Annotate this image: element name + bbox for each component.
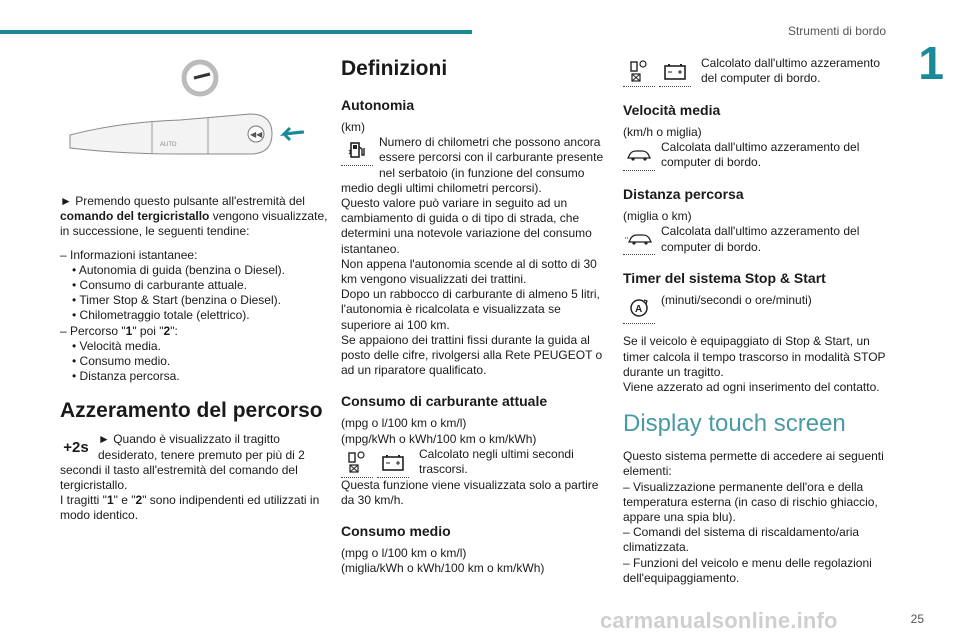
svg-text:◀◀: ◀◀ — [250, 130, 263, 139]
bullet-item: • Autonomia di guida (benzina o Diesel). — [72, 262, 285, 277]
reset-2s-icon: +2s — [63, 438, 89, 456]
touch-screen-intro: Questo sistema permette di accedere ai seguenti elementi: — [623, 449, 884, 479]
wiper-stalk-illustration — [60, 50, 328, 190]
stop-start-text-2: Viene azzerato ad ogni inserimento del contatto. — [623, 380, 880, 395]
car-distance-icon — [623, 224, 655, 255]
average-speed-text: Calcolata dall'ultimo azzeramento del computer di bordo. — [661, 140, 860, 170]
column-1 — [60, 50, 328, 524]
current-consumption-unit-1: (mpg o l/100 km o km/l) — [341, 416, 467, 431]
reset-text-2: I tragitti "1" e "2" sono indipendenti ed utilizzati in modo identico. — [60, 493, 320, 523]
touch-screen-heading: Display touch screen — [623, 410, 846, 438]
chapter-number: 1 — [918, 37, 944, 89]
bullet-item: • Consumo di carburante attuale. — [72, 278, 247, 293]
current-consumption-text-2: Questa funzione viene visualizzata solo a partire da 30 km/h. — [341, 477, 599, 508]
svg-text:AUTO: AUTO — [160, 142, 177, 148]
distance-text: Calcolata dall'ultimo azzeramento del computer di bordo. — [661, 224, 860, 254]
autonomy-heading: Autonomia — [341, 97, 415, 113]
distance-heading: Distanza percorsa — [623, 186, 744, 203]
current-consumption-heading: Consumo di carburante attuale — [341, 393, 548, 410]
average-consumption-unit-2: (miglia/kWh o kWh/100 km o km/kWh) — [341, 561, 545, 576]
touch-screen-dash-1: – Visualizzazione permanente dell'ora e della temperatura esterna (in caso di rischio ghiaccio, appare una spia blu). — [623, 479, 878, 525]
fuel-consumption-icon — [341, 447, 373, 478]
stop-start-unit: (minuti/secondi o ore/minuti) — [661, 293, 812, 308]
autonomy-text-5: Se appaiono dei trattini fissi durante la guida al posto delle cifre, rivolgersi alla Rete PEUGEOT o ad un riparatore qualificato. — [341, 332, 603, 378]
definitions-heading: Definizioni — [341, 57, 448, 80]
distance-unit: (miglia o km) — [623, 209, 692, 224]
watermark: carmanualsonline.info — [600, 608, 838, 633]
dash-trip: – Percorso "1" poi "2": — [60, 323, 178, 338]
touch-screen-dash-2: – Comandi del sistema di riscaldamento/aria climatizzata. — [623, 525, 860, 555]
car-speed-icon — [623, 140, 655, 171]
autonomy-text-1: Numero di chilometri che possono ancora essere percorsi con il carburante presente nel serbatoio (in funzione del consumo medio degli ultimi chilometri percorsi). — [341, 135, 604, 195]
column-2 — [341, 56, 606, 577]
intro-paragraph: ► Premendo questo pulsante all'estremità del comando del tergicristallo vengono visualizzate, in successione, le seguenti tendine: — [60, 194, 328, 239]
dash-instant-info: – Informazioni istantanee: — [60, 247, 198, 262]
average-speed-unit: (km/h o miglia) — [623, 125, 702, 139]
bullet-item: • Velocità media. — [72, 338, 161, 353]
bullet-item: • Timer Stop & Start (benzina o Diesel). — [72, 293, 281, 308]
reset-heading: Azzeramento del percorso — [60, 399, 323, 423]
stop-start-icon — [623, 293, 655, 324]
svg-text:A: A — [635, 304, 643, 316]
column-3 — [623, 56, 893, 586]
current-consumption-text-1: Calcolato negli ultimi secondi trascorsi. — [419, 446, 574, 477]
average-consumption-text: Calcolato dall'ultimo azzeramento del computer di bordo. — [701, 56, 881, 86]
bullet-item: • Chilometraggio totale (elettrico). — [72, 308, 250, 323]
consumption-icons — [341, 447, 413, 478]
page-number: 25 — [910, 612, 924, 626]
battery-average-icon — [659, 56, 691, 87]
bullet-item: • Distanza percorsa. — [72, 369, 180, 384]
average-consumption-heading: Consumo medio — [341, 523, 451, 540]
average-consumption-icons — [623, 56, 695, 87]
top-accent-bar — [0, 30, 472, 34]
stop-start-heading: Timer del sistema Stop & Start — [623, 270, 826, 287]
autonomy-text-4: Dopo un rabbocco di carburante di almeno 5 litri, l'autonomia è ricalcolata e visualizzata se superiore ai 100 km. — [341, 287, 600, 332]
autonomy-unit: (km) — [341, 120, 365, 134]
average-speed-heading: Velocità media — [623, 102, 721, 118]
autonomy-text-3: Non appena l'autonomia scende al di sotto di 30 km vengono visualizzati dei trattini. — [341, 256, 597, 287]
current-consumption-unit-2: (mpg/kWh o kWh/100 km o km/kWh) — [341, 431, 537, 446]
stop-start-text-1: Se il veicolo è equipaggiato di Stop & Start, un timer calcola il tempo trascorso in modalità STOP durante un tragitto. — [623, 334, 886, 379]
average-consumption-unit-1: (mpg o l/100 km o km/l) — [341, 546, 467, 561]
bullet-item: • Consumo medio. — [72, 354, 171, 369]
fuel-pump-icon — [341, 135, 373, 166]
autonomy-text-2: Questo valore può variare in seguito ad un cambiamento di guida o di tipo di strada, che determini una notevole variazione del consumo istantaneo. — [341, 196, 592, 256]
fuel-average-icon — [623, 56, 655, 87]
touch-screen-dash-3: – Funzioni del veicolo e menu delle regolazioni dell'equipaggiamento. — [623, 555, 872, 585]
reset-text: ► Quando è visualizzato il tragitto desiderato, tenere premuto per più di 2 secondi il tasto all'estremità del comando del tergicristallo. — [60, 432, 305, 493]
section-header: Strumenti di bordo — [787, 24, 886, 38]
battery-consumption-icon — [377, 447, 409, 478]
